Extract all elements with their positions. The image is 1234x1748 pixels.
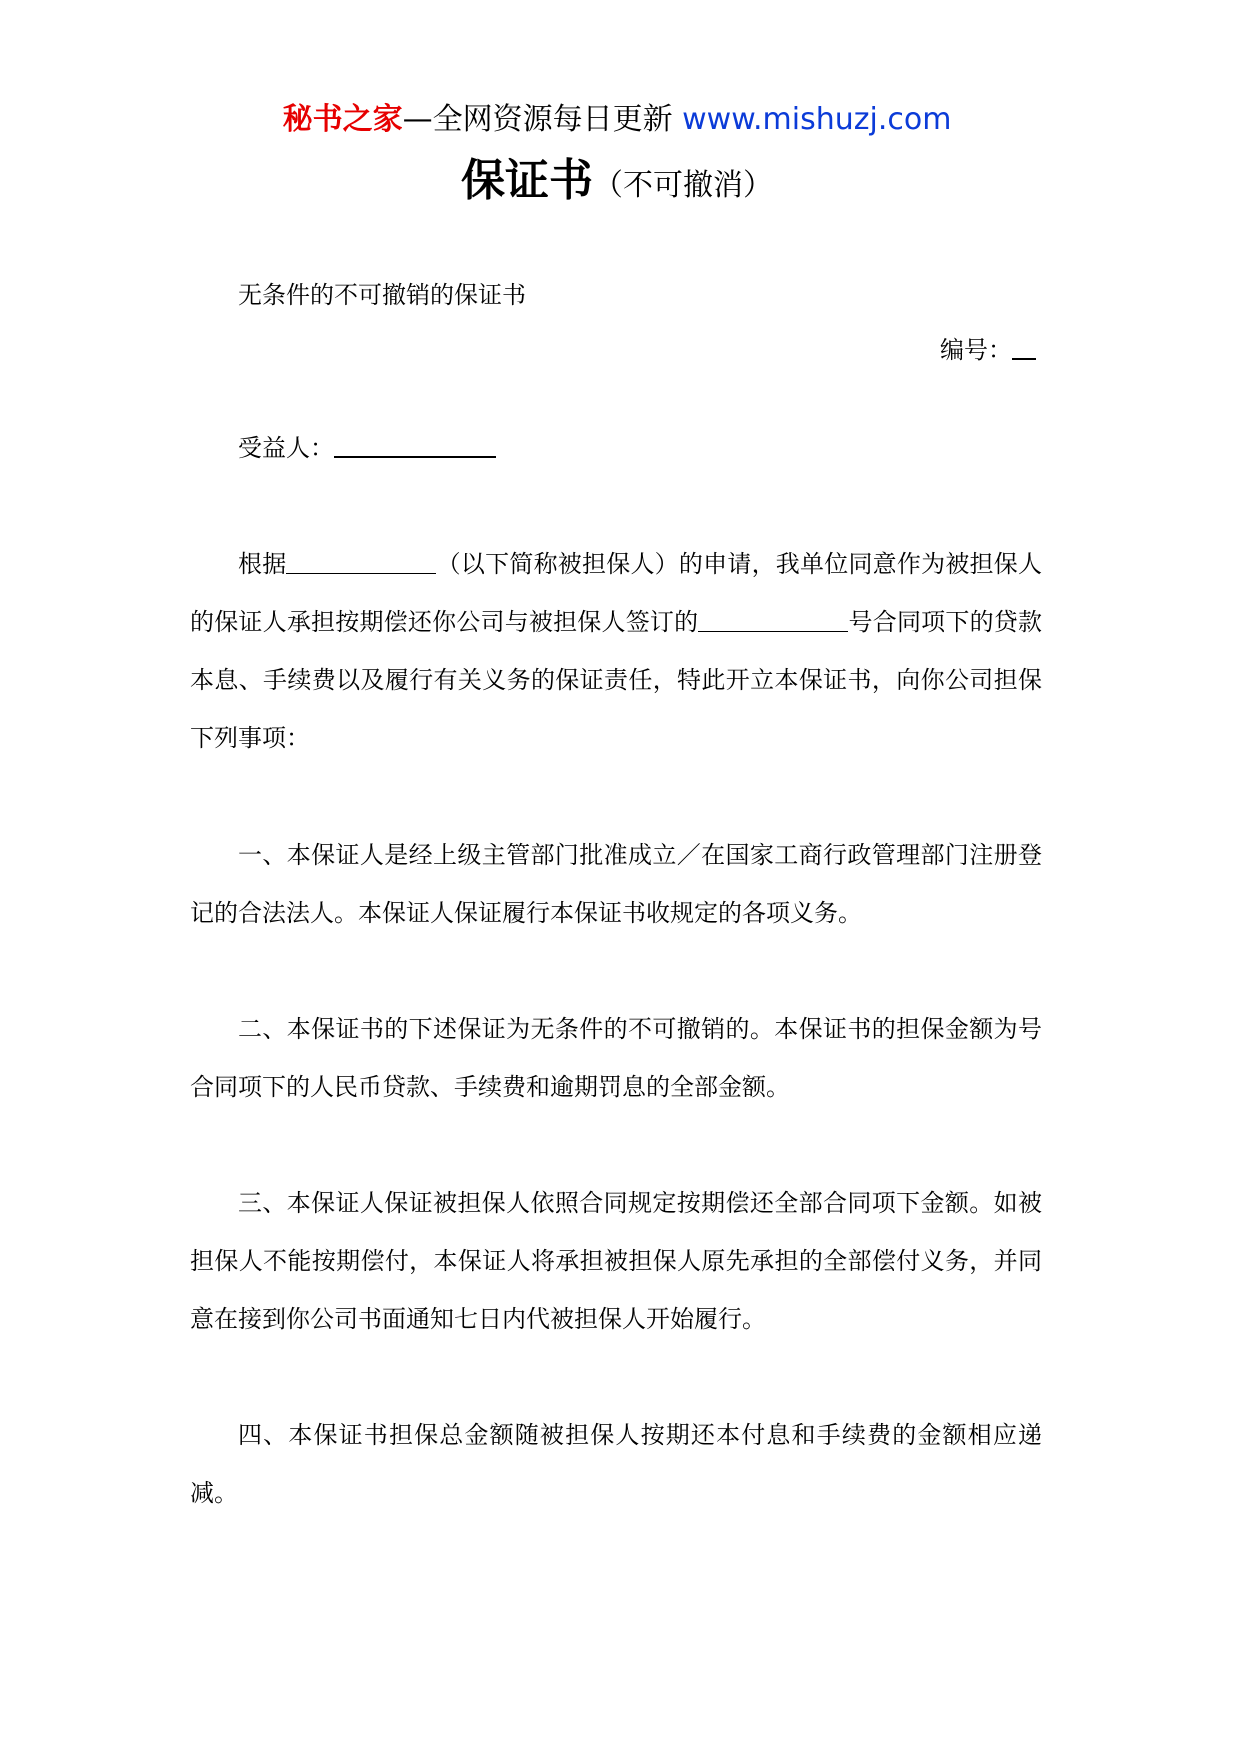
number-field	[940, 334, 1036, 365]
paragraph-item-4: 四、本保证书担保总金额随被担保人按期还本付息和手续费的金额相应递减。	[190, 1421, 1042, 1507]
paragraph-item-2: 二、本保证书的下述保证为无条件的不可撤销的。本保证书的担保金额为号合同项下的人民币贷款、手续费和逾期罚息的全部金额。	[190, 1015, 1042, 1101]
paragraph-item-3: 三、本保证人保证被担保人依照合同规定按期偿还全部合同项下金额。如被担保人不能按期偿付，本保证人将承担被担保人原先承担的全部偿付义务，并同意在接到你公司书面通知七日内代被担保人开始履行。	[190, 1189, 1042, 1333]
beneficiary-blank	[334, 432, 496, 458]
number-blank	[1012, 334, 1036, 360]
title-main: 保证书	[461, 155, 593, 206]
site-url-link[interactable]: www.mishuzj.com	[682, 102, 952, 137]
beneficiary-label: 受益人：	[238, 434, 334, 462]
contract-number-blank	[698, 607, 848, 632]
paragraph-item-1: 一、本保证人是经上级主管部门批准成立／在国家工商行政管理部门注册登记的合法法人。本保证人保证履行本保证书收规定的各项义务。	[190, 841, 1042, 927]
title-subtitle: （不可撤消）	[593, 168, 773, 203]
intro-line: 无条件的不可撤销的保证书	[238, 281, 526, 309]
p1-text-b: （以下简称被担保人）的申请，我单位同意作为被担保人的保证人承担按期偿还你公司与被担保人签订的	[190, 550, 1043, 636]
banner-tagline: —全网资源每日更新	[402, 102, 673, 137]
brand-name: 秘书之家	[282, 102, 403, 137]
beneficiary-field	[238, 432, 496, 463]
p1-text-c: 号合同项下的贷款本息、手续费以及履行有关义务的保证责任，特此开立本保证书，向你公司担保下列事项：	[190, 608, 1042, 752]
paragraph-preamble	[190, 535, 1042, 767]
p1-text-a: 根据	[238, 550, 287, 578]
guaranteed-party-blank	[286, 549, 436, 574]
document-title	[0, 153, 1234, 218]
number-label: 编号：	[940, 336, 1012, 364]
site-banner	[0, 100, 1234, 140]
